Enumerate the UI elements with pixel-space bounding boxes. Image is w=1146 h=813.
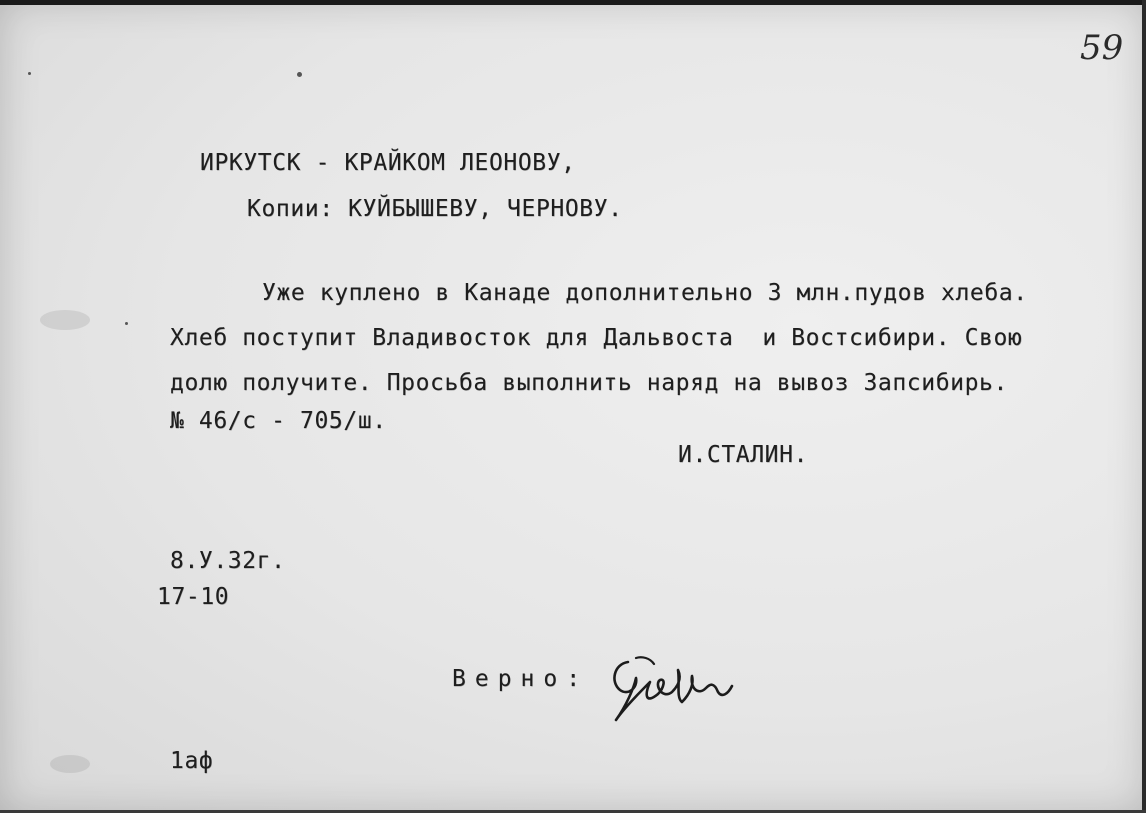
scan-edge-right: [1142, 0, 1146, 813]
paper-speck: [125, 322, 128, 325]
time: 17-10: [157, 584, 230, 610]
body-line-4: № 46/с - 705/ш.: [170, 408, 387, 434]
scan-edge-top: [0, 0, 1146, 5]
footer-code: 1аф: [170, 748, 214, 774]
paper-smudge: [40, 310, 90, 330]
paper-speck: [28, 72, 31, 75]
body-line-1: Уже куплено в Канаде дополнительно 3 млн.пудов хлеба.: [262, 280, 1028, 306]
signature-name: И.СТАЛИН.: [678, 442, 809, 468]
verno-label: Верно:: [452, 666, 590, 692]
body-line-3: долю получите. Просьба выполнить наряд на вывоз Запсибирь.: [170, 370, 1008, 396]
date: 8.У.32г.: [170, 548, 286, 574]
paper-smudge: [50, 755, 90, 773]
copies-line: Копии: КУЙБЫШЕВУ, ЧЕРНОВУ.: [247, 196, 623, 222]
recipient-line: ИРКУТСК - КРАЙКОМ ЛЕОНОВУ,: [200, 150, 576, 176]
page-number: 59: [1080, 28, 1124, 68]
paper-speck: [297, 72, 302, 77]
handwritten-signature: [606, 648, 736, 728]
body-line-2: Хлеб поступит Владивосток для Дальвоста и Востсибири. Свою: [170, 325, 1023, 351]
